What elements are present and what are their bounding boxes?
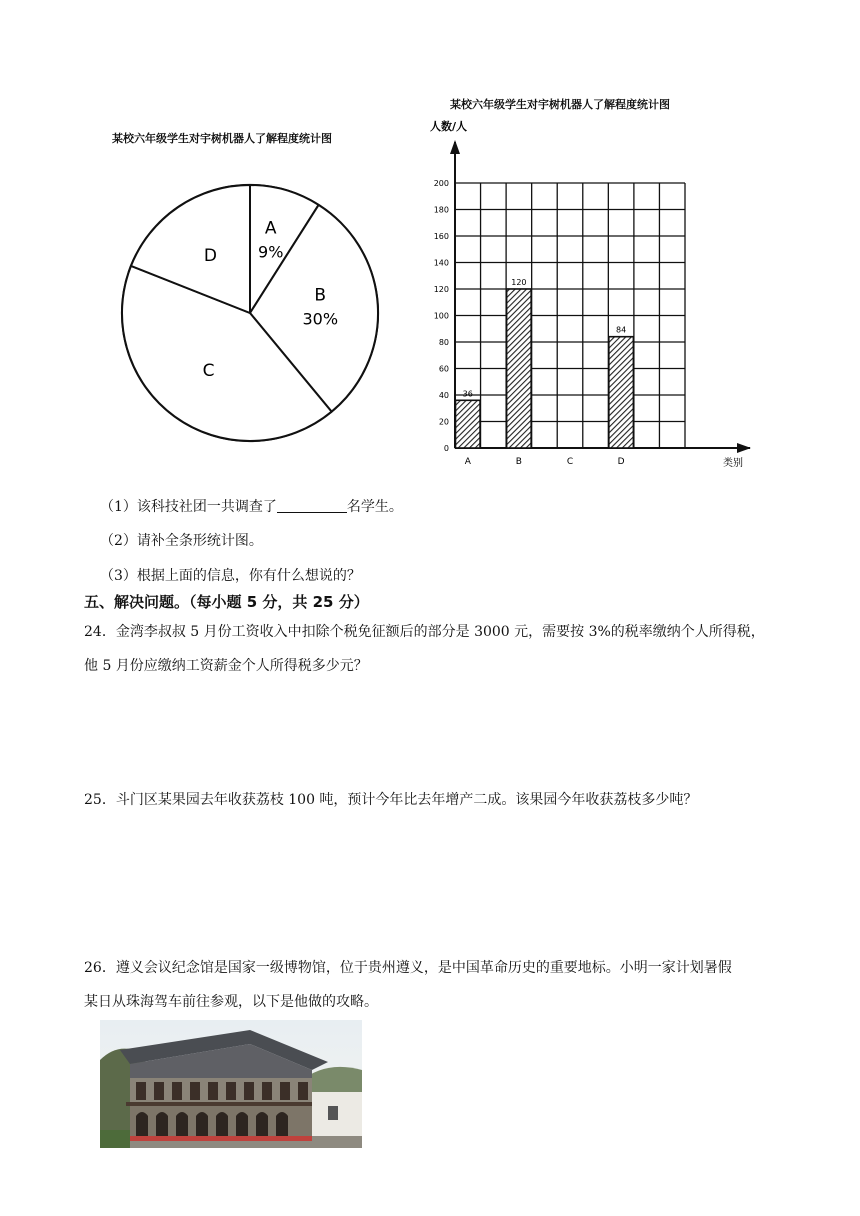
bar-value-label-b: 120 xyxy=(511,278,527,287)
question-23-2: （2）请补全条形统计图。 xyxy=(100,533,263,549)
y-tick-label: 0 xyxy=(443,444,449,453)
y-tick-label: 140 xyxy=(433,258,449,268)
pie-label-d: D xyxy=(203,245,217,266)
zunyi-memorial-photo xyxy=(100,1020,362,1148)
bar-chart xyxy=(420,112,760,477)
pie-label-c: C xyxy=(202,360,215,381)
y-axis-label: 人数/人 xyxy=(430,120,468,133)
x-tick-label-b: B xyxy=(515,457,522,467)
bar-chart-title: 某校六年级学生对宇树机器人了解程度统计图 xyxy=(450,98,670,111)
y-tick-label: 180 xyxy=(433,205,449,215)
x-axis-label: 类别 xyxy=(723,458,743,469)
y-tick-label: 80 xyxy=(438,338,449,347)
question-23-3: （3）根据上面的信息，你有什么想说的？ xyxy=(100,568,361,584)
y-tick-label: 20 xyxy=(438,417,449,427)
question-26-line-2: 某日从珠海驾车前往参观，以下是他做的攻略。 xyxy=(84,994,378,1010)
y-axis-arrow xyxy=(450,140,460,154)
question-25: 25．斗门区某果园去年收获荔枝 100 吨，预计今年比去年增产二成。该果园今年收获荔枝多少吨？ xyxy=(84,792,698,808)
y-tick-label: 100 xyxy=(433,311,449,321)
bar-value-label-a: 36 xyxy=(462,389,473,399)
question-24-line-2: 他 5 月份应缴纳工资薪金个人所得税多少元？ xyxy=(84,658,368,674)
y-tick-label: 40 xyxy=(438,391,449,400)
question-23-1: （1）该科技社团一共调查了 名学生。 xyxy=(100,499,403,515)
bar-a xyxy=(456,400,481,448)
pie-percent-b: 30% xyxy=(302,309,339,329)
x-tick-label-c: C xyxy=(566,457,574,467)
x-axis-arrow xyxy=(737,443,751,453)
bar-value-label-d: 84 xyxy=(616,325,627,335)
y-tick-label: 160 xyxy=(433,232,449,241)
y-tick-label: 200 xyxy=(433,179,449,188)
bar-b xyxy=(507,289,532,448)
question-26-line-1: 26．遵义会议纪念馆是国家一级博物馆，位于贵州遵义，是中国革命历史的重要地标。小明一家计划暑假 xyxy=(84,960,732,976)
bar-d xyxy=(609,337,634,448)
pie-label-a: A xyxy=(264,218,277,239)
y-tick-label: 60 xyxy=(438,364,449,374)
x-tick-label-a: A xyxy=(464,457,471,467)
section-5-heading: 五、解决问题。（每小题 5 分，共 25 分） xyxy=(84,593,369,611)
pie-label-b: B xyxy=(314,285,327,306)
pie-chart xyxy=(110,175,390,455)
pie-percent-a: 9% xyxy=(258,242,284,262)
x-tick-label-d: D xyxy=(617,457,625,467)
answer-blank[interactable] xyxy=(277,498,347,513)
pie-chart-title: 某校六年级学生对宇树机器人了解程度统计图 xyxy=(112,132,332,145)
y-tick-label: 120 xyxy=(433,285,449,294)
question-24-line-1: 24．金湾李叔叔 5 月份工资收入中扣除个税免征额后的部分是 3000 元，需要按 3%的税率缴纳个人所得税， xyxy=(84,624,765,640)
